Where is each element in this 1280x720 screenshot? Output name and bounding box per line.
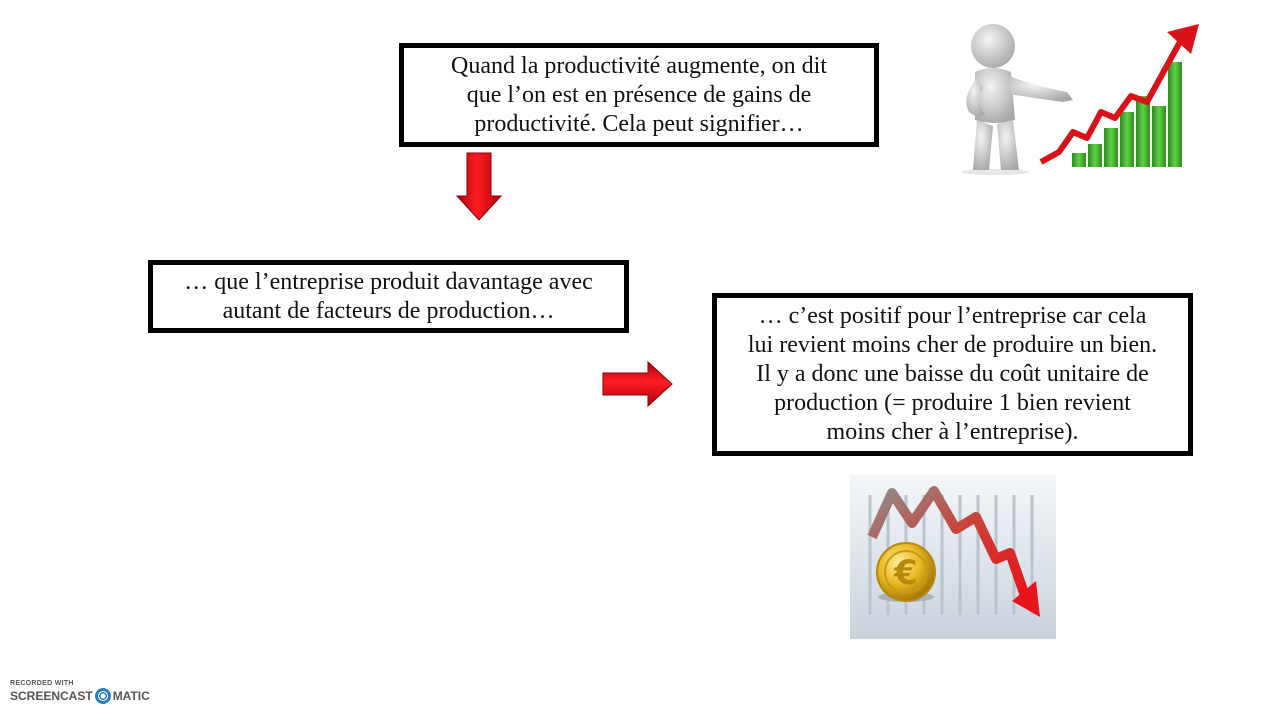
box-top-line: que l’on est en présence de gains de <box>466 81 812 108</box>
box-productivity-gains <box>399 43 879 147</box>
svg-text:€: € <box>894 553 918 593</box>
box-right-line: moins cher à l’entreprise). <box>826 419 1079 445</box>
screencast-watermark <box>10 680 150 704</box>
arrow-down-icon <box>455 152 503 222</box>
box-lower-unit-cost <box>712 293 1193 456</box>
arrow-right-icon <box>602 360 674 408</box>
screencast-logo-icon <box>95 688 111 704</box>
falling-chart-euro-icon <box>850 475 1056 639</box>
box-right-line: lui revient moins cher de produire un bien. <box>747 332 1158 358</box>
watermark-recorded-with: RECORDED WITH <box>10 680 74 687</box>
watermark-brand-left: SCREENCAST <box>10 689 93 703</box>
box-right-line: … c’est positif pour l’entreprise car cela <box>758 303 1147 329</box>
box-left-line: autant de facteurs de production… <box>222 297 555 324</box>
box-more-output <box>148 260 629 333</box>
box-right-line: Il y a donc une baisse du coût unitaire de <box>756 361 1149 387</box>
box-right-line: production (= produire 1 bien revient <box>774 390 1131 416</box>
box-top-line: productivité. Cela peut signifier… <box>474 110 804 137</box>
box-top-line: Quand la productivité augmente, on dit <box>451 52 827 79</box>
watermark-brand-right: MATIC <box>112 689 150 703</box>
box-left-line: … que l’entreprise produit davantage avec <box>184 268 593 295</box>
growth-chart-person-icon <box>955 20 1205 175</box>
